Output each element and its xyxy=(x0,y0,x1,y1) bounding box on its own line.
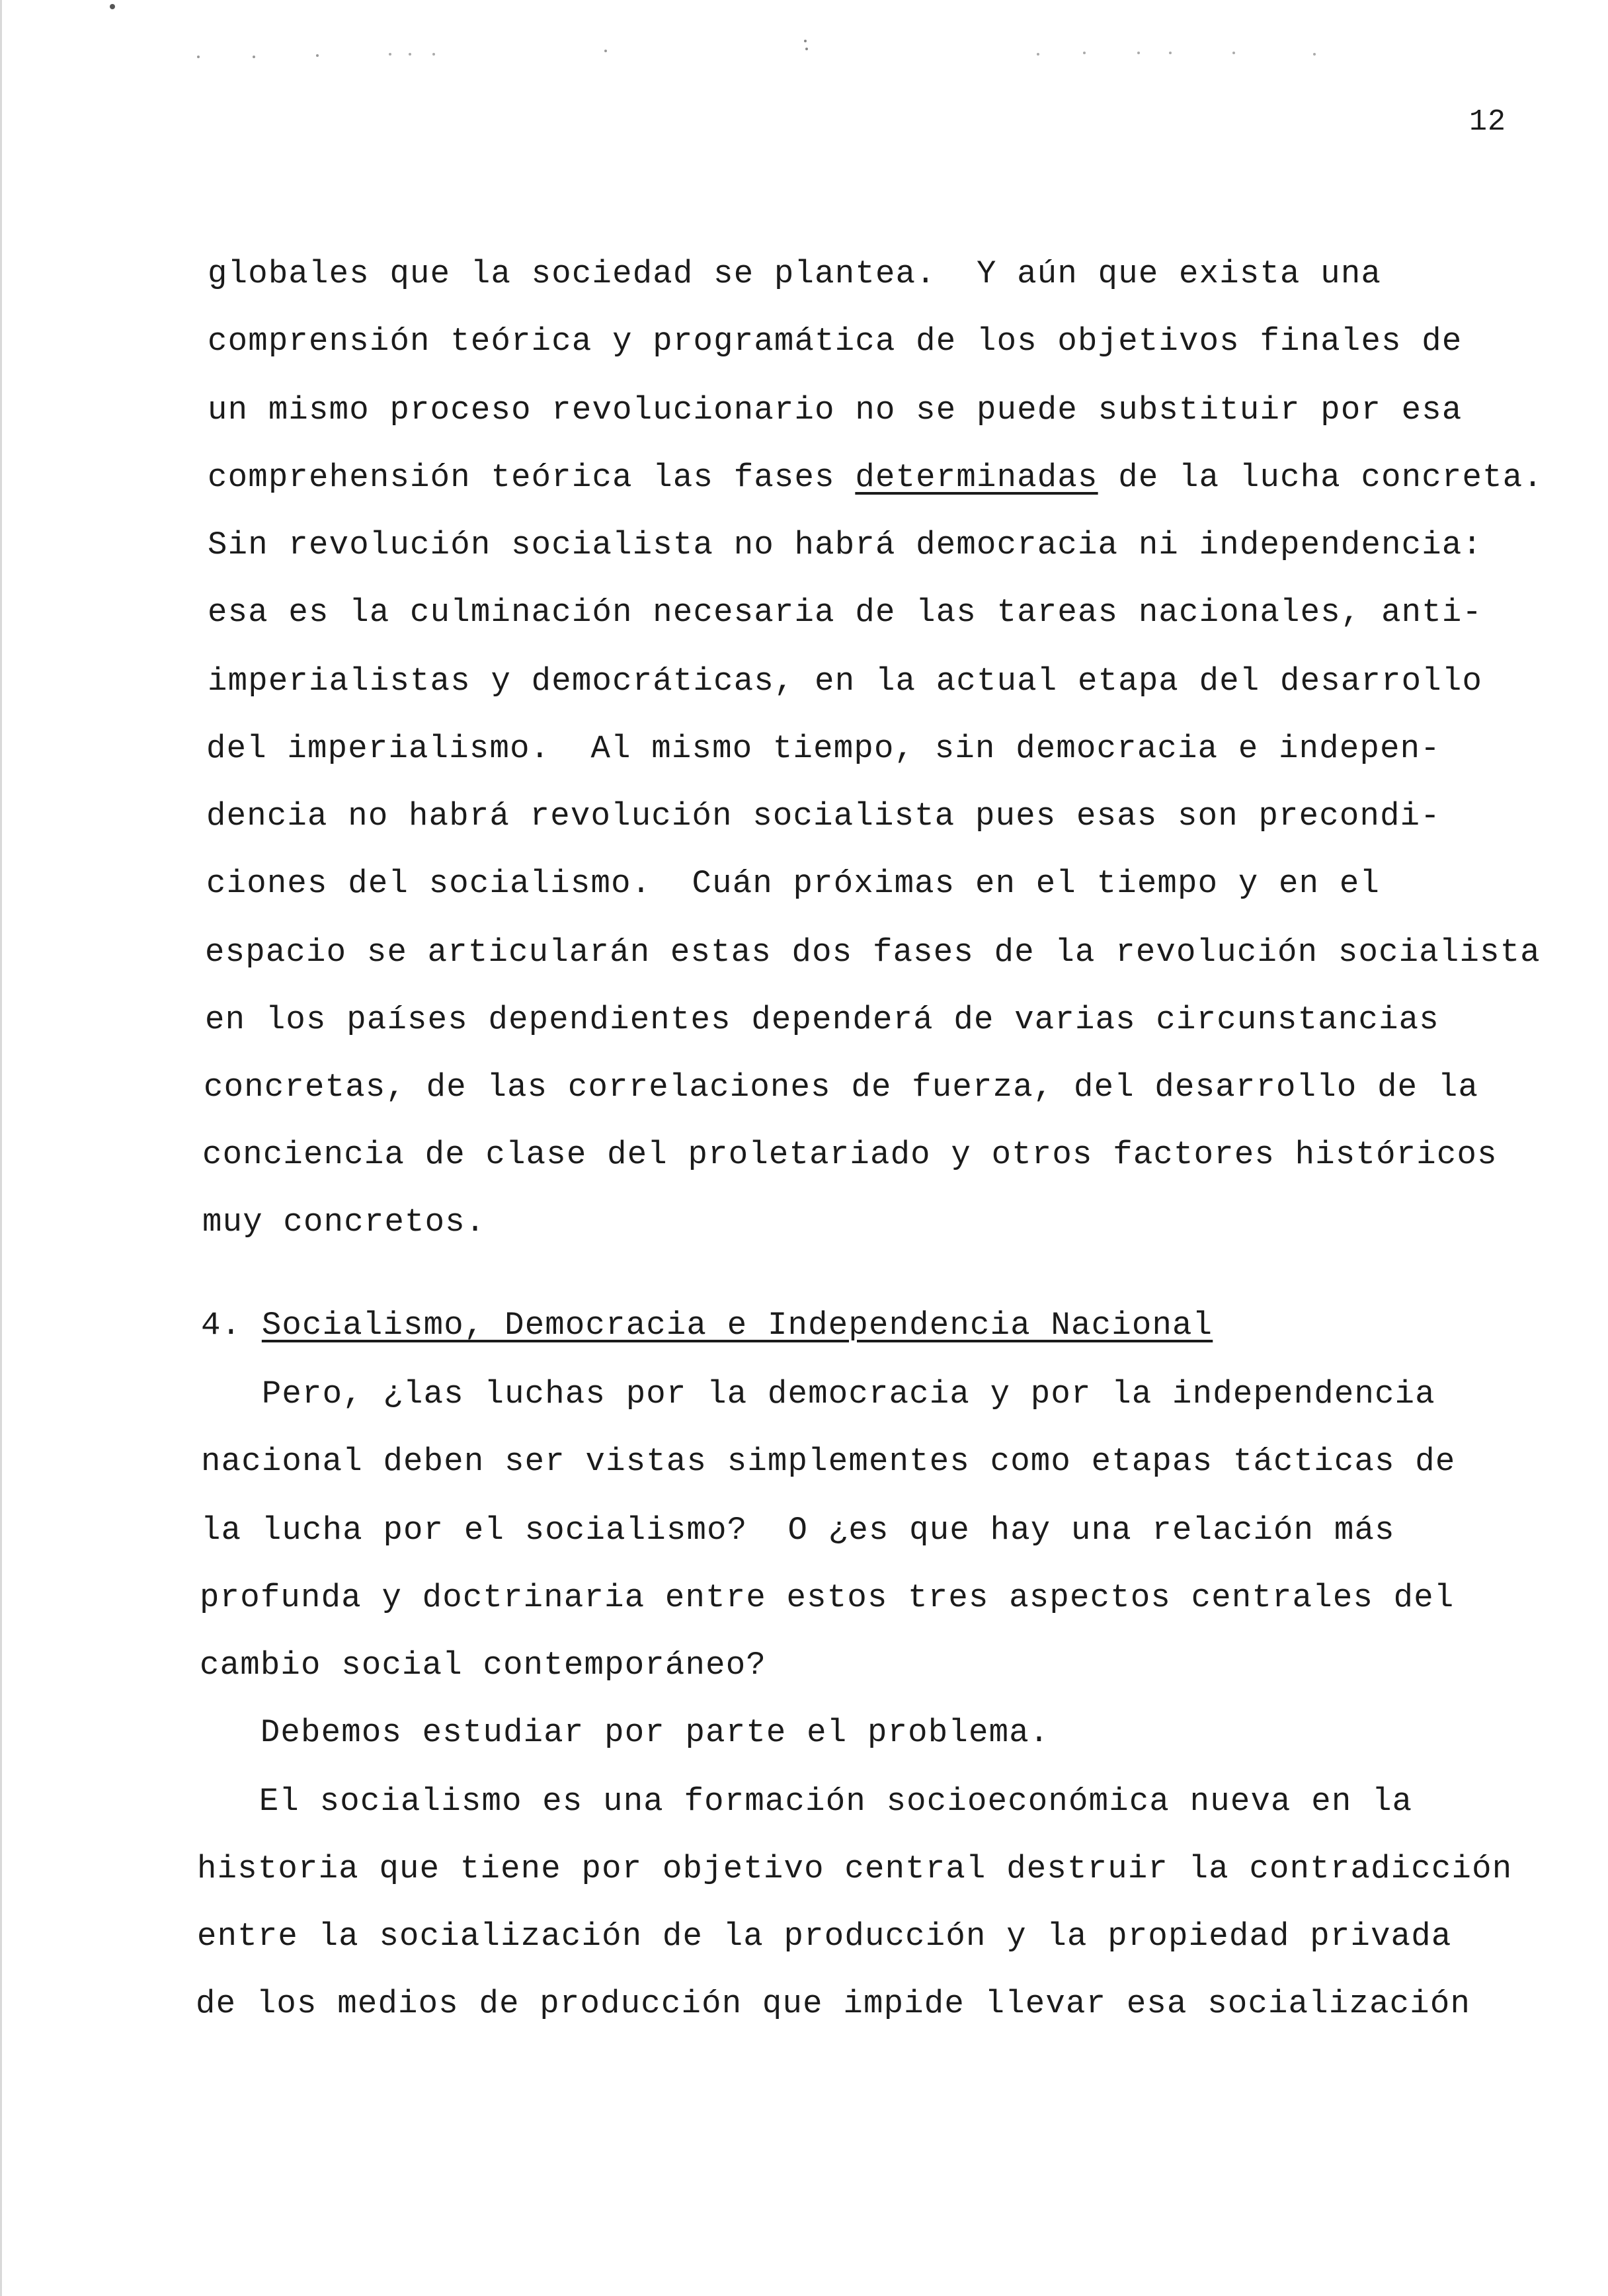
text-line: conciencia de clase del proletariado y otros factores históricos xyxy=(202,1136,1498,1173)
text-line: de los medios de producción que impide llevar esa socialización xyxy=(196,1985,1471,2022)
scan-specks xyxy=(0,0,1608,79)
text-line: comprensión teórica y programática de los objetivos finales de xyxy=(208,323,1463,360)
text-line: espacio se articularán estas dos fases de la revolución socialista xyxy=(205,934,1541,971)
text-line: entre la socialización de la producción y la propiedad privada xyxy=(197,1918,1452,1955)
text-line: concretas, de las correlaciones de fuerza, del desarrollo de la xyxy=(204,1069,1479,1106)
text-line: un mismo proceso revolucionario no se puede substituir por esa xyxy=(208,391,1463,429)
text-line: muy concretos. xyxy=(202,1204,486,1241)
section-number: 4. xyxy=(201,1307,242,1344)
page-edge-line xyxy=(0,0,2,2296)
section-title: Socialismo, Democracia e Independencia Nacional xyxy=(261,1307,1213,1344)
text-line: en los países dependientes dependerá de varias circunstancias xyxy=(205,1001,1439,1038)
text-line: globales que la sociedad se plantea. Y aún que exista una xyxy=(208,255,1382,292)
text-line: la lucha por el socialismo? O ¿es que hay una relación más xyxy=(201,1512,1395,1549)
text-line xyxy=(208,458,1543,497)
text-line: ciones del socialismo. Cuán próximas en el tiempo y en el xyxy=(206,865,1381,902)
text-line: del imperialismo. Al mismo tiempo, sin democracia e indepen- xyxy=(206,730,1441,767)
text-line: dencia no habrá revolución socialista pues esas son precondi- xyxy=(206,798,1441,835)
text-line: esa es la culminación necesaria de las tareas nacionales, anti- xyxy=(208,594,1483,631)
emphasized-word: determinadas xyxy=(855,459,1098,496)
text-line: cambio social contemporáneo? xyxy=(200,1647,766,1684)
text-line: Pero, ¿las luchas por la democracia y por la independencia xyxy=(201,1375,1435,1413)
text-line: El socialismo es una formación socioeconómica nueva en la xyxy=(198,1783,1413,1820)
text-line: Debemos estudiar por parte el problema. xyxy=(200,1714,1050,1751)
text-line: profunda y doctrinaria entre estos tres aspectos centrales del xyxy=(200,1579,1455,1616)
text-line: historia que tiene por objetivo central destruir la contradicción xyxy=(197,1850,1513,1887)
text-segment: de la lucha concreta. xyxy=(1098,459,1543,496)
page-number: 12 xyxy=(1469,105,1507,139)
text-line: imperialistas y democráticas, en la actual etapa del desarrollo xyxy=(208,663,1483,700)
text-segment: comprehensión teórica las fases xyxy=(208,459,856,496)
section-heading xyxy=(201,1305,1213,1345)
text-line: nacional deben ser vistas simplementes como etapas tácticas de xyxy=(201,1443,1456,1480)
text-line: Sin revolución socialista no habrá democracia ni independencia: xyxy=(208,526,1483,563)
